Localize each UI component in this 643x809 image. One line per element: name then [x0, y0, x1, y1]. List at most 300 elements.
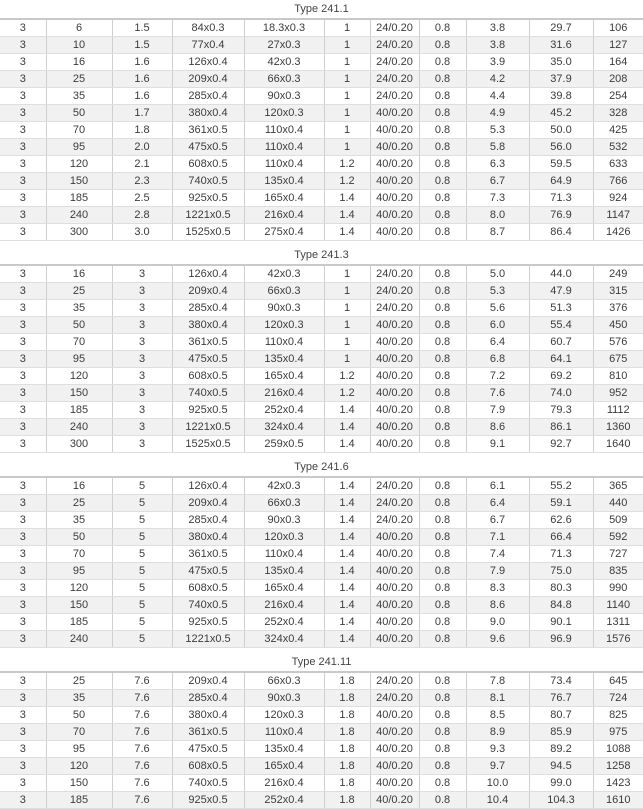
table-cell: 365 [593, 478, 643, 495]
table-cell: 120 [46, 156, 112, 173]
table-cell: 1.4 [324, 563, 370, 580]
table-cell: 766 [593, 173, 643, 190]
table-cell: 3 [112, 368, 172, 385]
table-cell: 6.7 [466, 512, 529, 529]
table-cell: 216x0.4 [244, 775, 324, 792]
table-cell: 18.3x0.3 [244, 20, 324, 37]
table-cell: 42x0.3 [244, 478, 324, 495]
table-cell: 3 [0, 20, 46, 37]
table-cell: 3.8 [466, 37, 529, 54]
table-cell: 740x0.5 [172, 597, 244, 614]
table-cell: 0.8 [419, 283, 466, 300]
table-cell: 209x0.4 [172, 283, 244, 300]
table-cell: 645 [593, 673, 643, 690]
table-cell: 40/0.20 [370, 173, 419, 190]
table-cell: 608x0.5 [172, 156, 244, 173]
table-cell: 25 [46, 673, 112, 690]
table-cell: 3 [0, 707, 46, 724]
table-cell: 475x0.5 [172, 139, 244, 156]
table-cell: 77x0.4 [172, 37, 244, 54]
table-cell: 10 [46, 37, 112, 54]
table-cell: 95 [46, 351, 112, 368]
table-cell: 3 [0, 122, 46, 139]
table-cell: 216x0.4 [244, 385, 324, 402]
table-cell: 592 [593, 529, 643, 546]
table-cell: 40/0.20 [370, 419, 419, 436]
table-cell: 3 [0, 580, 46, 597]
table-cell: 164 [593, 54, 643, 71]
table-cell: 99.0 [529, 775, 593, 792]
table-cell: 0.8 [419, 563, 466, 580]
table-cell: 1.4 [324, 419, 370, 436]
table-cell: 1.8 [324, 724, 370, 741]
table-cell: 324x0.4 [244, 631, 324, 648]
table-cell: 3 [0, 300, 46, 317]
table-cell: 1 [324, 105, 370, 122]
table-row [0, 207, 643, 224]
table-row [0, 724, 643, 741]
table-cell: 0.8 [419, 334, 466, 351]
table-cell: 25 [46, 283, 112, 300]
table-cell: 0.8 [419, 368, 466, 385]
table-cell: 1 [324, 351, 370, 368]
table-cell: 727 [593, 546, 643, 563]
table-cell: 3 [0, 71, 46, 88]
table-cell: 925x0.5 [172, 792, 244, 809]
table-cell: 2.8 [112, 207, 172, 224]
table-cell: 475x0.5 [172, 563, 244, 580]
table-cell: 51.3 [529, 300, 593, 317]
table-cell: 1.8 [324, 673, 370, 690]
table-cell: 0.8 [419, 724, 466, 741]
table-cell: 3 [0, 224, 46, 241]
table-row [0, 758, 643, 775]
table-cell: 0.8 [419, 54, 466, 71]
table-cell: 24/0.20 [370, 512, 419, 529]
table-cell: 0.8 [419, 495, 466, 512]
table-cell: 1.6 [112, 88, 172, 105]
table-cell: 361x0.5 [172, 122, 244, 139]
table-cell: 24/0.20 [370, 37, 419, 54]
table-cell: 135x0.4 [244, 741, 324, 758]
table-row [0, 478, 643, 495]
table-row [0, 334, 643, 351]
table-cell: 285x0.4 [172, 690, 244, 707]
table-cell: 10.4 [466, 792, 529, 809]
table-cell: 185 [46, 614, 112, 631]
table-cell: 62.6 [529, 512, 593, 529]
table-row [0, 190, 643, 207]
table-cell: 810 [593, 368, 643, 385]
table-cell: 5 [112, 631, 172, 648]
table-cell: 209x0.4 [172, 495, 244, 512]
table-cell: 126x0.4 [172, 266, 244, 283]
table-cell: 40/0.20 [370, 529, 419, 546]
table-row [0, 37, 643, 54]
table-row [0, 71, 643, 88]
table-cell: 5.3 [466, 122, 529, 139]
table-cell: 24/0.20 [370, 478, 419, 495]
table-cell: 71.3 [529, 546, 593, 563]
table-cell: 0.8 [419, 631, 466, 648]
table-cell: 150 [46, 385, 112, 402]
table-cell: 8.7 [466, 224, 529, 241]
table-cell: 3 [0, 546, 46, 563]
table-row [0, 266, 643, 283]
table-cell: 135x0.4 [244, 563, 324, 580]
table-row [0, 580, 643, 597]
table-cell: 39.8 [529, 88, 593, 105]
table-cell: 5 [112, 614, 172, 631]
table-cell: 3 [112, 334, 172, 351]
table-cell: 8.1 [466, 690, 529, 707]
table-cell: 40/0.20 [370, 707, 419, 724]
table-cell: 110x0.4 [244, 139, 324, 156]
table-cell: 7.9 [466, 563, 529, 580]
table-cell: 0.8 [419, 758, 466, 775]
table-cell: 5.6 [466, 300, 529, 317]
table-cell: 9.0 [466, 614, 529, 631]
table-cell: 3 [112, 419, 172, 436]
table-cell: 925x0.5 [172, 614, 244, 631]
table-cell: 35 [46, 300, 112, 317]
table-cell: 740x0.5 [172, 775, 244, 792]
table-row [0, 690, 643, 707]
table-cell: 7.2 [466, 368, 529, 385]
table-row [0, 385, 643, 402]
table-cell: 40/0.20 [370, 368, 419, 385]
table-cell: 1426 [593, 224, 643, 241]
table-cell: 1 [324, 300, 370, 317]
table-cell: 6.7 [466, 173, 529, 190]
table-cell: 90x0.3 [244, 690, 324, 707]
table-cell: 315 [593, 283, 643, 300]
table-cell: 110x0.4 [244, 334, 324, 351]
table-cell: 240 [46, 207, 112, 224]
table-cell: 1140 [593, 597, 643, 614]
table-cell: 3 [0, 690, 46, 707]
table-cell: 40/0.20 [370, 724, 419, 741]
table-cell: 5 [112, 512, 172, 529]
table-cell: 59.5 [529, 156, 593, 173]
table-cell: 3 [0, 402, 46, 419]
table-cell: 94.5 [529, 758, 593, 775]
table-cell: 6.8 [466, 351, 529, 368]
table-cell: 1.8 [324, 690, 370, 707]
table-cell: 1.6 [112, 71, 172, 88]
table-cell: 84x0.3 [172, 20, 244, 37]
table-cell: 86.4 [529, 224, 593, 241]
table-cell: 40/0.20 [370, 139, 419, 156]
table-cell: 1.4 [324, 402, 370, 419]
table-cell: 185 [46, 792, 112, 809]
table-cell: 3 [0, 419, 46, 436]
table-cell: 3 [112, 402, 172, 419]
table-cell: 740x0.5 [172, 385, 244, 402]
table-cell: 126x0.4 [172, 54, 244, 71]
table-cell: 1.4 [324, 436, 370, 453]
table-cell: 3 [0, 724, 46, 741]
table-cell: 1.4 [324, 614, 370, 631]
table-cell: 3 [112, 385, 172, 402]
table-cell: 3 [0, 283, 46, 300]
table-cell: 50 [46, 529, 112, 546]
table-cell: 5 [112, 563, 172, 580]
table-cell: 40/0.20 [370, 563, 419, 580]
table-cell: 40/0.20 [370, 792, 419, 809]
table-cell: 120x0.3 [244, 529, 324, 546]
table-cell: 42x0.3 [244, 266, 324, 283]
table-cell: 1.8 [324, 758, 370, 775]
table-cell: 475x0.5 [172, 741, 244, 758]
table-cell: 6.3 [466, 156, 529, 173]
table-cell: 0.8 [419, 139, 466, 156]
table-cell: 16 [46, 478, 112, 495]
table-cell: 5 [112, 495, 172, 512]
table-cell: 1258 [593, 758, 643, 775]
table-cell: 64.9 [529, 173, 593, 190]
table-cell: 208 [593, 71, 643, 88]
table-cell: 24/0.20 [370, 690, 419, 707]
table-cell: 0.8 [419, 512, 466, 529]
table-cell: 9.3 [466, 741, 529, 758]
table-cell: 185 [46, 402, 112, 419]
spec-table [0, 266, 643, 453]
table-cell: 1112 [593, 402, 643, 419]
table-cell: 0.8 [419, 402, 466, 419]
table-cell: 425 [593, 122, 643, 139]
table-cell: 259x0.5 [244, 436, 324, 453]
table-cell: 75.0 [529, 563, 593, 580]
table-row [0, 54, 643, 71]
table-cell: 47.9 [529, 283, 593, 300]
table-cell: 106 [593, 20, 643, 37]
table-cell: 1.4 [324, 631, 370, 648]
table-cell: 165x0.4 [244, 368, 324, 385]
table-cell: 3 [0, 105, 46, 122]
table-row [0, 283, 643, 300]
spec-table [0, 673, 643, 809]
table-cell: 24/0.20 [370, 495, 419, 512]
table-cell: 1088 [593, 741, 643, 758]
table-cell: 92.7 [529, 436, 593, 453]
table-cell: 40/0.20 [370, 775, 419, 792]
table-cell: 8.6 [466, 597, 529, 614]
table-cell: 825 [593, 707, 643, 724]
table-cell: 6 [46, 20, 112, 37]
table-cell: 5.8 [466, 139, 529, 156]
table-row [0, 741, 643, 758]
table-cell: 209x0.4 [172, 673, 244, 690]
table-cell: 8.0 [466, 207, 529, 224]
table-cell: 576 [593, 334, 643, 351]
table-cell: 3.8 [466, 20, 529, 37]
table-cell: 633 [593, 156, 643, 173]
table-cell: 25 [46, 71, 112, 88]
table-cell: 120 [46, 580, 112, 597]
table-cell: 0.8 [419, 478, 466, 495]
table-cell: 60.7 [529, 334, 593, 351]
table-cell: 44.0 [529, 266, 593, 283]
table-cell: 69.2 [529, 368, 593, 385]
table-cell: 1221x0.5 [172, 631, 244, 648]
table-cell: 1525x0.5 [172, 436, 244, 453]
table-cell: 40/0.20 [370, 317, 419, 334]
table-cell: 40/0.20 [370, 351, 419, 368]
table-cell: 925x0.5 [172, 402, 244, 419]
table-cell: 80.7 [529, 707, 593, 724]
table-cell: 1 [324, 122, 370, 139]
table-cell: 110x0.4 [244, 122, 324, 139]
table-cell: 1.8 [324, 741, 370, 758]
table-cell: 990 [593, 580, 643, 597]
table-cell: 4.4 [466, 88, 529, 105]
table-cell: 9.6 [466, 631, 529, 648]
table-cell: 3 [0, 207, 46, 224]
table-cell: 0.8 [419, 775, 466, 792]
table-cell: 185 [46, 190, 112, 207]
table-cell: 285x0.4 [172, 88, 244, 105]
table-cell: 1.8 [324, 792, 370, 809]
table-cell: 740x0.5 [172, 173, 244, 190]
table-cell: 4.9 [466, 105, 529, 122]
table-cell: 361x0.5 [172, 724, 244, 741]
table-cell: 24/0.20 [370, 88, 419, 105]
table-cell: 975 [593, 724, 643, 741]
table-cell: 76.9 [529, 207, 593, 224]
table-cell: 0.8 [419, 156, 466, 173]
table-cell: 56.0 [529, 139, 593, 156]
table-cell: 1.4 [324, 580, 370, 597]
table-cell: 70 [46, 122, 112, 139]
table-cell: 1.4 [324, 546, 370, 563]
table-cell: 35.0 [529, 54, 593, 71]
table-cell: 0.8 [419, 37, 466, 54]
table-cell: 1.2 [324, 173, 370, 190]
table-cell: 1.4 [324, 224, 370, 241]
table-cell: 3 [0, 351, 46, 368]
table-cell: 0.8 [419, 614, 466, 631]
table-cell: 0.8 [419, 690, 466, 707]
table-cell: 0.8 [419, 673, 466, 690]
table-cell: 79.3 [529, 402, 593, 419]
table-row [0, 495, 643, 512]
table-cell: 3.0 [112, 224, 172, 241]
table-cell: 135x0.4 [244, 173, 324, 190]
table-cell: 0.8 [419, 546, 466, 563]
table-cell: 0.8 [419, 317, 466, 334]
table-cell: 216x0.4 [244, 597, 324, 614]
table-cell: 90.1 [529, 614, 593, 631]
table-cell: 40/0.20 [370, 385, 419, 402]
table-cell: 1311 [593, 614, 643, 631]
table-cell: 6.0 [466, 317, 529, 334]
table-cell: 3 [0, 368, 46, 385]
table-cell: 3 [112, 351, 172, 368]
table-cell: 150 [46, 597, 112, 614]
table-cell: 3 [0, 631, 46, 648]
table-cell: 3 [0, 156, 46, 173]
table-cell: 3 [0, 334, 46, 351]
section-title: Type 241.3 [0, 246, 643, 264]
table-cell: 3 [0, 54, 46, 71]
table-cell: 1 [324, 266, 370, 283]
table-cell: 1610 [593, 792, 643, 809]
table-cell: 5 [112, 478, 172, 495]
table-cell: 40/0.20 [370, 334, 419, 351]
table-cell: 165x0.4 [244, 190, 324, 207]
table-cell: 24/0.20 [370, 71, 419, 88]
table-cell: 9.1 [466, 436, 529, 453]
table-cell: 3 [0, 88, 46, 105]
table-cell: 925x0.5 [172, 190, 244, 207]
table-cell: 1.8 [112, 122, 172, 139]
table-cell: 1 [324, 37, 370, 54]
table-cell: 0.8 [419, 71, 466, 88]
table-cell: 95 [46, 139, 112, 156]
table-cell: 7.6 [466, 385, 529, 402]
table-row [0, 224, 643, 241]
table-cell: 3 [112, 436, 172, 453]
table-cell: 50.0 [529, 122, 593, 139]
table-cell: 40/0.20 [370, 758, 419, 775]
table-cell: 1360 [593, 419, 643, 436]
table-cell: 2.3 [112, 173, 172, 190]
table-cell: 0.8 [419, 300, 466, 317]
table-cell: 40/0.20 [370, 597, 419, 614]
table-cell: 89.2 [529, 741, 593, 758]
table-cell: 3 [0, 139, 46, 156]
table-cell: 0.8 [419, 707, 466, 724]
table-cell: 1576 [593, 631, 643, 648]
table-cell: 4.2 [466, 71, 529, 88]
table-cell: 66x0.3 [244, 283, 324, 300]
section-title: Type 241.1 [0, 0, 643, 18]
table-cell: 5.0 [466, 266, 529, 283]
table-cell: 275x0.4 [244, 224, 324, 241]
table-cell: 0.8 [419, 20, 466, 37]
table-cell: 0.8 [419, 88, 466, 105]
table-cell: 1.4 [324, 512, 370, 529]
table-cell: 3.9 [466, 54, 529, 71]
table-cell: 3 [0, 173, 46, 190]
table-cell: 240 [46, 631, 112, 648]
table-cell: 7.4 [466, 546, 529, 563]
table-cell: 3 [0, 37, 46, 54]
table-cell: 165x0.4 [244, 758, 324, 775]
table-cell: 16 [46, 54, 112, 71]
table-cell: 24/0.20 [370, 20, 419, 37]
table-row [0, 402, 643, 419]
table-cell: 1.2 [324, 385, 370, 402]
table-cell: 110x0.4 [244, 724, 324, 741]
table-cell: 35 [46, 512, 112, 529]
table-cell: 532 [593, 139, 643, 156]
table-cell: 120 [46, 368, 112, 385]
table-cell: 5 [112, 580, 172, 597]
table-cell: 25 [46, 495, 112, 512]
table-row [0, 673, 643, 690]
table-cell: 509 [593, 512, 643, 529]
table-cell: 8.3 [466, 580, 529, 597]
table-cell: 0.8 [419, 224, 466, 241]
table-cell: 84.8 [529, 597, 593, 614]
table-cell: 3 [0, 614, 46, 631]
table-cell: 7.9 [466, 402, 529, 419]
table-cell: 76.7 [529, 690, 593, 707]
table-cell: 7.6 [112, 741, 172, 758]
table-cell: 40/0.20 [370, 207, 419, 224]
